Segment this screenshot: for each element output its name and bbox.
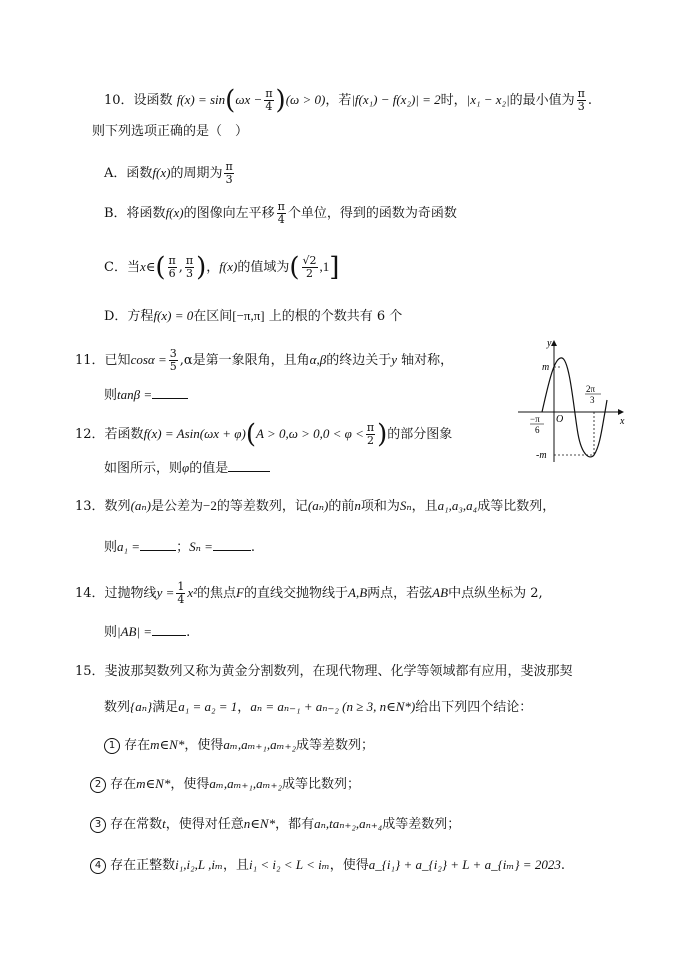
sine-graph — [514, 338, 626, 464]
q11-number: 11． — [75, 353, 105, 368]
q10-option-c: C．当x∈( $\frac{\pi}{6}$ , $\frac{\pi}{3}$ )，f(x)的值域为( $\frac{√2}{2}$ ,1] — [104, 252, 340, 283]
m-label: m — [542, 362, 550, 373]
q14-number: 14． — [75, 586, 105, 601]
x-axis-arrow — [618, 409, 624, 415]
y-label: y — [547, 338, 552, 349]
circled-number-4: 4 — [90, 858, 106, 874]
q10-stem2: 则下列选项正确的是（ ） — [92, 124, 249, 139]
q10-option-d: D．方程f(x) = 0在区间[−π,π] 上的根的个数共有 6 个 — [104, 308, 403, 324]
q11-line1: 11．已知cosα = $\frac{3}{5}$ ,α是第一象限角，且角α,β的终边关于y 轴对称， — [75, 347, 454, 373]
two-pi-label: 2π — [586, 384, 596, 394]
q13-line2: 则a₁ = ；Sₙ = . — [104, 536, 255, 558]
neg-pi-label: −π — [530, 414, 540, 424]
q15-statement-4: 4 存在正整数i₁,i₂,L ,iₘ，且i₁ < i₂ < L < iₘ，使得a_{i₁} + a_{i₂} + L + a_{iₘ} = 2023. — [90, 855, 565, 876]
q10-option-b: B．将函数f(x)的图像向左平移 $\frac{\pi}{4}$ 个单位，得到的函数为奇函数 — [104, 200, 457, 226]
neg-m-label: -m — [536, 450, 547, 461]
six-label: 6 — [535, 425, 540, 435]
q11-line2: 则tanβ = — [104, 384, 188, 406]
fraction-pi-over-3: $\frac{\pi}{3}$ — [577, 87, 585, 113]
origin-label: O — [556, 414, 564, 425]
q13-number: 13． — [75, 499, 105, 514]
q15-line2: 数列{aₙ}满足a₁ = a₂ = 1，aₙ = aₙ₋₁ + aₙ₋₂ (n ≥ 3, n∈N*)给出下列四个结论： — [104, 699, 533, 715]
fraction-pi-over-4: $\frac{\pi}{4}$ — [265, 87, 273, 113]
q15-statement-1: 1 存在m∈N*，使得aₘ,aₘ₊₁,aₘ₊₂成等差数列； — [104, 735, 374, 756]
q12-answer-blank — [228, 457, 270, 472]
three-label: 3 — [590, 395, 595, 405]
q10-line1: 10．设函数 f(x) = sin(ωx − $\frac{\pi}{4}$ )(ω > 0)，若|f(x₁) − f(x₂)| = 2时，|x₁ − x₂|的最小值为 $\frac{\pi}{3}$ . — [104, 85, 593, 116]
circled-number-1: 1 — [104, 738, 120, 754]
q14-line2: 则|AB| = . — [104, 621, 190, 643]
q12-line1: 12．若函数f(x) = Asin(ωx + φ)(A > 0,ω > 0,0 < φ < $\frac{\pi}{2}$ )的部分图象 — [75, 419, 453, 450]
q15-number: 15． — [75, 664, 105, 679]
q13-sn-blank — [213, 536, 251, 551]
q13-line1: 13．数列(aₙ)是公差为−2的等差数列，记(aₙ)的前n项和为Sₙ，且a₁,a₃,a₄成等比数列， — [75, 498, 556, 514]
q12-line2: 如图所示，则φ的值是 — [104, 457, 270, 479]
q13-a1-blank — [140, 536, 176, 551]
x-label: x — [620, 416, 625, 427]
q10-option-a: A．函数f(x)的周期为 $\frac{\pi}{3}$ — [104, 160, 233, 186]
y-axis-arrow — [551, 340, 557, 346]
q14-answer-blank — [152, 621, 186, 636]
sine-curve — [542, 358, 607, 457]
q12-number: 12． — [75, 427, 105, 442]
q14-line1: 14．过抛物线y = $\frac{1}{4}$ x²的焦点F的直线交抛物线于A,B两点，若弦AB中点纵坐标为 2, — [75, 580, 543, 606]
q10-number: 10． — [104, 93, 134, 108]
q15-line1: 15．斐波那契数列又称为黄金分割数列，在现代物理、化学等领域都有应用，斐波那契 — [75, 664, 573, 679]
q15-statement-2: 2 存在m∈N*，使得aₘ,aₘ₊₁,aₘ₊₂成等比数列； — [90, 774, 360, 795]
circled-number-3: 3 — [90, 817, 106, 833]
circled-number-2: 2 — [90, 777, 106, 793]
q11-answer-blank — [152, 384, 188, 399]
q15-statement-3: 3 存在常数t，使得对任意n∈N*，都有aₙ,taₙ₊₂,aₙ₊₄成等差数列； — [90, 814, 460, 835]
